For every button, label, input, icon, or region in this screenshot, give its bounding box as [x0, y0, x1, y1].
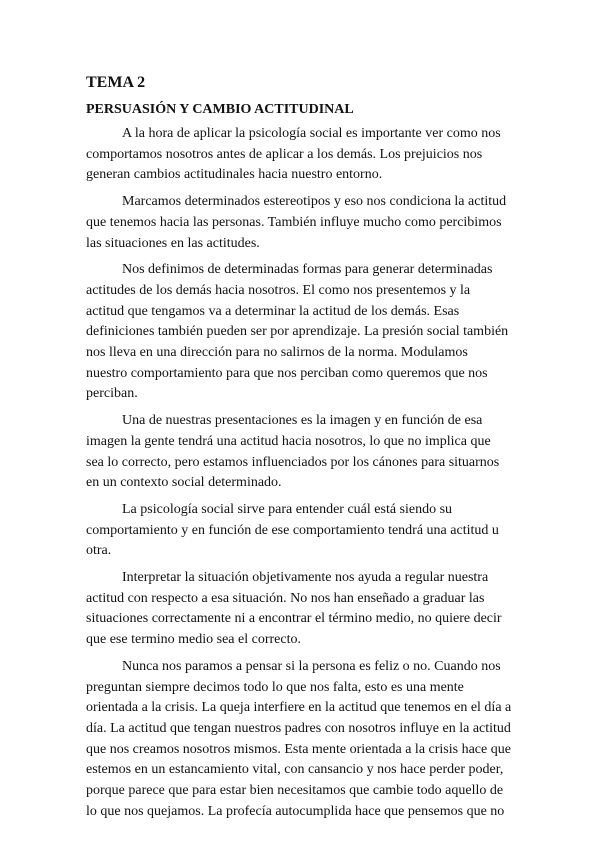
paragraph-line: las situaciones en las actitudes.	[86, 235, 260, 251]
paragraph-line: La psicología social sirve para entender cuál está siendo su	[122, 501, 453, 517]
paragraph-line: Interpretar la situación objetivamente nos ayuda a regular nuestra	[122, 570, 489, 586]
document-page	[86, 72, 526, 829]
paragraph-line: comportamiento y en función de ese comportamiento tendrá una actitud u	[86, 522, 499, 538]
paragraph	[86, 411, 526, 494]
paragraph-line: lo que nos quejamos. La profecía autocumplida hace que pensemos que no	[86, 803, 505, 819]
paragraph-line: A la hora de aplicar la psicología social es importante ver como nos	[122, 126, 501, 141]
paragraph-line: que ese termino medio sea el correcto.	[86, 632, 301, 648]
paragraph-line: Marcamos determinados estereotipos y eso nos condiciona la actitud	[122, 194, 507, 210]
document-subtitle: PERSUASIÓN Y CAMBIO ACTITUDINAL	[86, 102, 354, 117]
document-body	[86, 124, 526, 823]
paragraph-line: Una de nuestras presentaciones es la imagen y en función de esa	[122, 413, 483, 429]
paragraph-line: nos lleva en una dirección para no salirnos de la norma. Modulamos	[86, 345, 468, 361]
paragraph-line: nuestro comportamiento para que nos perciban como queremos que nos	[86, 365, 488, 381]
paragraph-line: actitud con respecto a esa situación. No nos han enseñado a graduar las	[86, 590, 485, 606]
paragraph-line: generan cambios actitudinales hacia nuestro entorno.	[86, 167, 383, 183]
paragraph-line: que tenemos hacia las personas. También influye mucho como percibimos	[86, 214, 502, 230]
paragraph	[86, 124, 526, 186]
paragraph-line: definiciones también pueden ser por aprendizaje. La presión social también	[86, 324, 509, 340]
paragraph	[86, 500, 526, 562]
paragraph-line: orientada a la crisis. La queja interfiere en la actitud que tenemos en el día a	[86, 700, 512, 716]
paragraph-line: actitudes de los demás hacia nosotros. El como nos presentemos y la	[86, 282, 471, 298]
paragraph-line: porque parece que para estar bien necesitamos que cambie todo aquello de	[86, 783, 504, 799]
paragraph	[86, 260, 526, 405]
paragraph-line: situaciones correctamente ni a encontrar el término medio, no quiere decir	[86, 611, 502, 627]
paragraph-line: estemos en un estancamiento vital, con cansancio y nos hace perder poder,	[86, 762, 504, 778]
paragraph-line: en un contexto social determinado.	[86, 475, 282, 491]
paragraph-line: comportamos nosotros antes de aplicar a los demás. Los prejuicios nos	[86, 146, 483, 162]
paragraph-line: actitud que tengamos va a determinar la actitud de los demás. Esas	[86, 303, 460, 319]
paragraph-line: otra.	[86, 543, 112, 559]
paragraph	[86, 568, 526, 651]
paragraph-line: imagen la gente tendrá una actitud hacia nosotros, lo que no implica que	[86, 433, 491, 449]
paragraph	[86, 657, 526, 823]
paragraph-line: Nunca nos paramos a pensar si la persona es feliz o no. Cuando nos	[122, 658, 501, 674]
paragraph-line: sea lo correcto, pero estamos influenciados por los cánones para situarnos	[86, 454, 500, 470]
paragraph-line: perciban.	[86, 386, 138, 402]
paragraph-line: que nos creamos nosotros mismos. Esta mente orientada a la crisis hace que	[86, 741, 511, 757]
paragraph-line: Nos definimos de determinadas formas para generar determinadas	[122, 262, 493, 278]
paragraph-line: preguntan siempre decimos todo lo que nos falta, esto es una mente	[86, 679, 464, 695]
paragraph-line: día. La actitud que tengan nuestros padres con nosotros influye en la actitud	[86, 720, 511, 736]
paragraph	[86, 192, 526, 254]
document-title: TEMA 2	[86, 74, 146, 91]
